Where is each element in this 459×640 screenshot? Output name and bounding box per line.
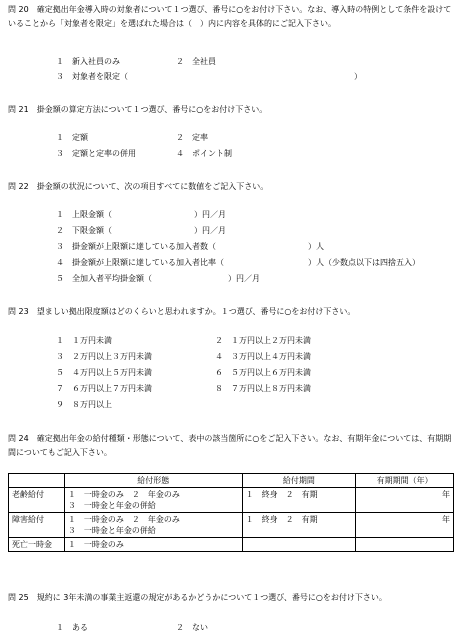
question-20-text: 問 20 確定拠出年金導入時の対象者について１つ選び、番号に○をお付け下さい。なお、導入時の特例として条件を設けていることから「対象者を限定」を選ばれた場合は（ ）内に内容を具体的にご記入下さい。 (8, 5, 452, 28)
row-name: 障害給付 (9, 513, 65, 538)
row-term-cell[interactable]: 年 (356, 488, 454, 513)
q21-option-4[interactable]: ４ ポイント制 (176, 149, 232, 158)
q25-option-2[interactable]: ２ ない (176, 623, 208, 632)
row-name: 老齢給付 (9, 488, 65, 513)
q23-option-8[interactable]: ８ ７万円以上８万円未満 (215, 384, 311, 393)
table-row (9, 538, 454, 552)
q22-item-4-unit: ）人（少数点以下は四捨五入） (308, 258, 420, 267)
question-22-text: 問 22 掛金額の状況について、次の項目すべてに数値をご記入下さい。 (8, 182, 269, 191)
q22-item-3-unit: ）人 (308, 242, 324, 251)
q20-option-3[interactable]: ３ 対象者を限定（ (56, 72, 128, 81)
row-form-cell[interactable]: １ 一時金のみ (64, 538, 242, 552)
table-header-term: 有期期間（年） (356, 474, 454, 488)
row-term-cell[interactable] (356, 538, 454, 552)
table-row (9, 513, 454, 538)
q20-option-3-close: ） (354, 72, 362, 81)
q23-option-2[interactable]: ２ １万円以上２万円未満 (215, 336, 311, 345)
row-form-cell[interactable] (64, 513, 242, 538)
q23-option-1[interactable]: １ １万円未満 (56, 336, 112, 345)
q25-option-1[interactable]: １ ある (56, 623, 88, 632)
q20-option-2[interactable]: ２ 全社員 (176, 57, 216, 66)
row-form-cell[interactable] (64, 488, 242, 513)
row-form-line-2: ３ 一時金と年金の併給 (67, 526, 156, 535)
table-header-period: 給付期間 (242, 474, 356, 488)
q23-option-3[interactable]: ３ ２万円以上３万円未満 (56, 352, 152, 361)
q21-option-3[interactable]: ３ 定額と定率の併用 (56, 149, 136, 158)
q21-option-2[interactable]: ２ 定率 (176, 133, 208, 142)
question-23-text: 問 23 望ましい拠出限度額はどのくらいと思われますか。１つ選び、番号に○をお付け下さい。 (8, 307, 356, 316)
table-header-form: 給付形態 (64, 474, 242, 488)
q22-item-5-unit: ）円／月 (228, 274, 260, 283)
q22-item-2-unit: ）円／月 (194, 226, 226, 235)
q23-option-6[interactable]: ６ ５万円以上６万円未満 (215, 368, 311, 377)
row-period-cell[interactable]: １ 終身 ２ 有期 (242, 488, 356, 513)
q22-item-5-label: ５ 全加入者平均掛金額（ (56, 274, 152, 283)
row-form-line-1: １ 一時金のみ ２ 年金のみ (67, 490, 180, 499)
q23-option-5[interactable]: ５ ４万円以上５万円未満 (56, 368, 152, 377)
benefit-type-table (8, 473, 454, 552)
row-name: 死亡一時金 (9, 538, 65, 552)
q22-item-1-label: １ 上限金額（ (56, 210, 112, 219)
table-header-row (9, 474, 454, 488)
q20-option-1[interactable]: １ 新入社員のみ (56, 57, 120, 66)
row-form-line-1: １ 一時金のみ ２ 年金のみ (67, 515, 180, 524)
q22-item-3-label: ３ 掛金額が上限額に達している加入者数（ (56, 242, 216, 251)
question-21-text: 問 21 掛金額の算定方法について１つ選び、番号に○をお付け下さい。 (8, 105, 268, 114)
row-period-cell[interactable] (242, 538, 356, 552)
q23-option-9[interactable]: ９ ８万円以上 (56, 400, 112, 409)
row-form-line-2: ３ 一時金と年金の併給 (67, 501, 156, 510)
q23-option-4[interactable]: ４ ３万円以上４万円未満 (215, 352, 311, 361)
table-header-blank (9, 474, 65, 488)
q21-option-1[interactable]: １ 定額 (56, 133, 88, 142)
q23-option-7[interactable]: ７ ６万円以上７万円未満 (56, 384, 152, 393)
q22-item-1-unit: ）円／月 (194, 210, 226, 219)
row-period-cell[interactable]: １ 終身 ２ 有期 (242, 513, 356, 538)
q22-item-2-label: ２ 下限金額（ (56, 226, 112, 235)
q22-item-4-label: ４ 掛金額が上限額に達している加入者比率（ (56, 258, 224, 267)
table-row (9, 488, 454, 513)
question-25-text: 問 25 規約に 3年未満の事業主返還の規定があるかどうかについて１つ選び、番号に○をお付け下さい。 (8, 593, 387, 602)
question-24-text: 問 24 確定拠出年金の給付種類・形態について、表中の該当箇所に○をご記入下さい。なお、有期年金については、有期期間についてもご記入下さい。 (8, 434, 452, 457)
row-term-cell[interactable]: 年 (356, 513, 454, 538)
